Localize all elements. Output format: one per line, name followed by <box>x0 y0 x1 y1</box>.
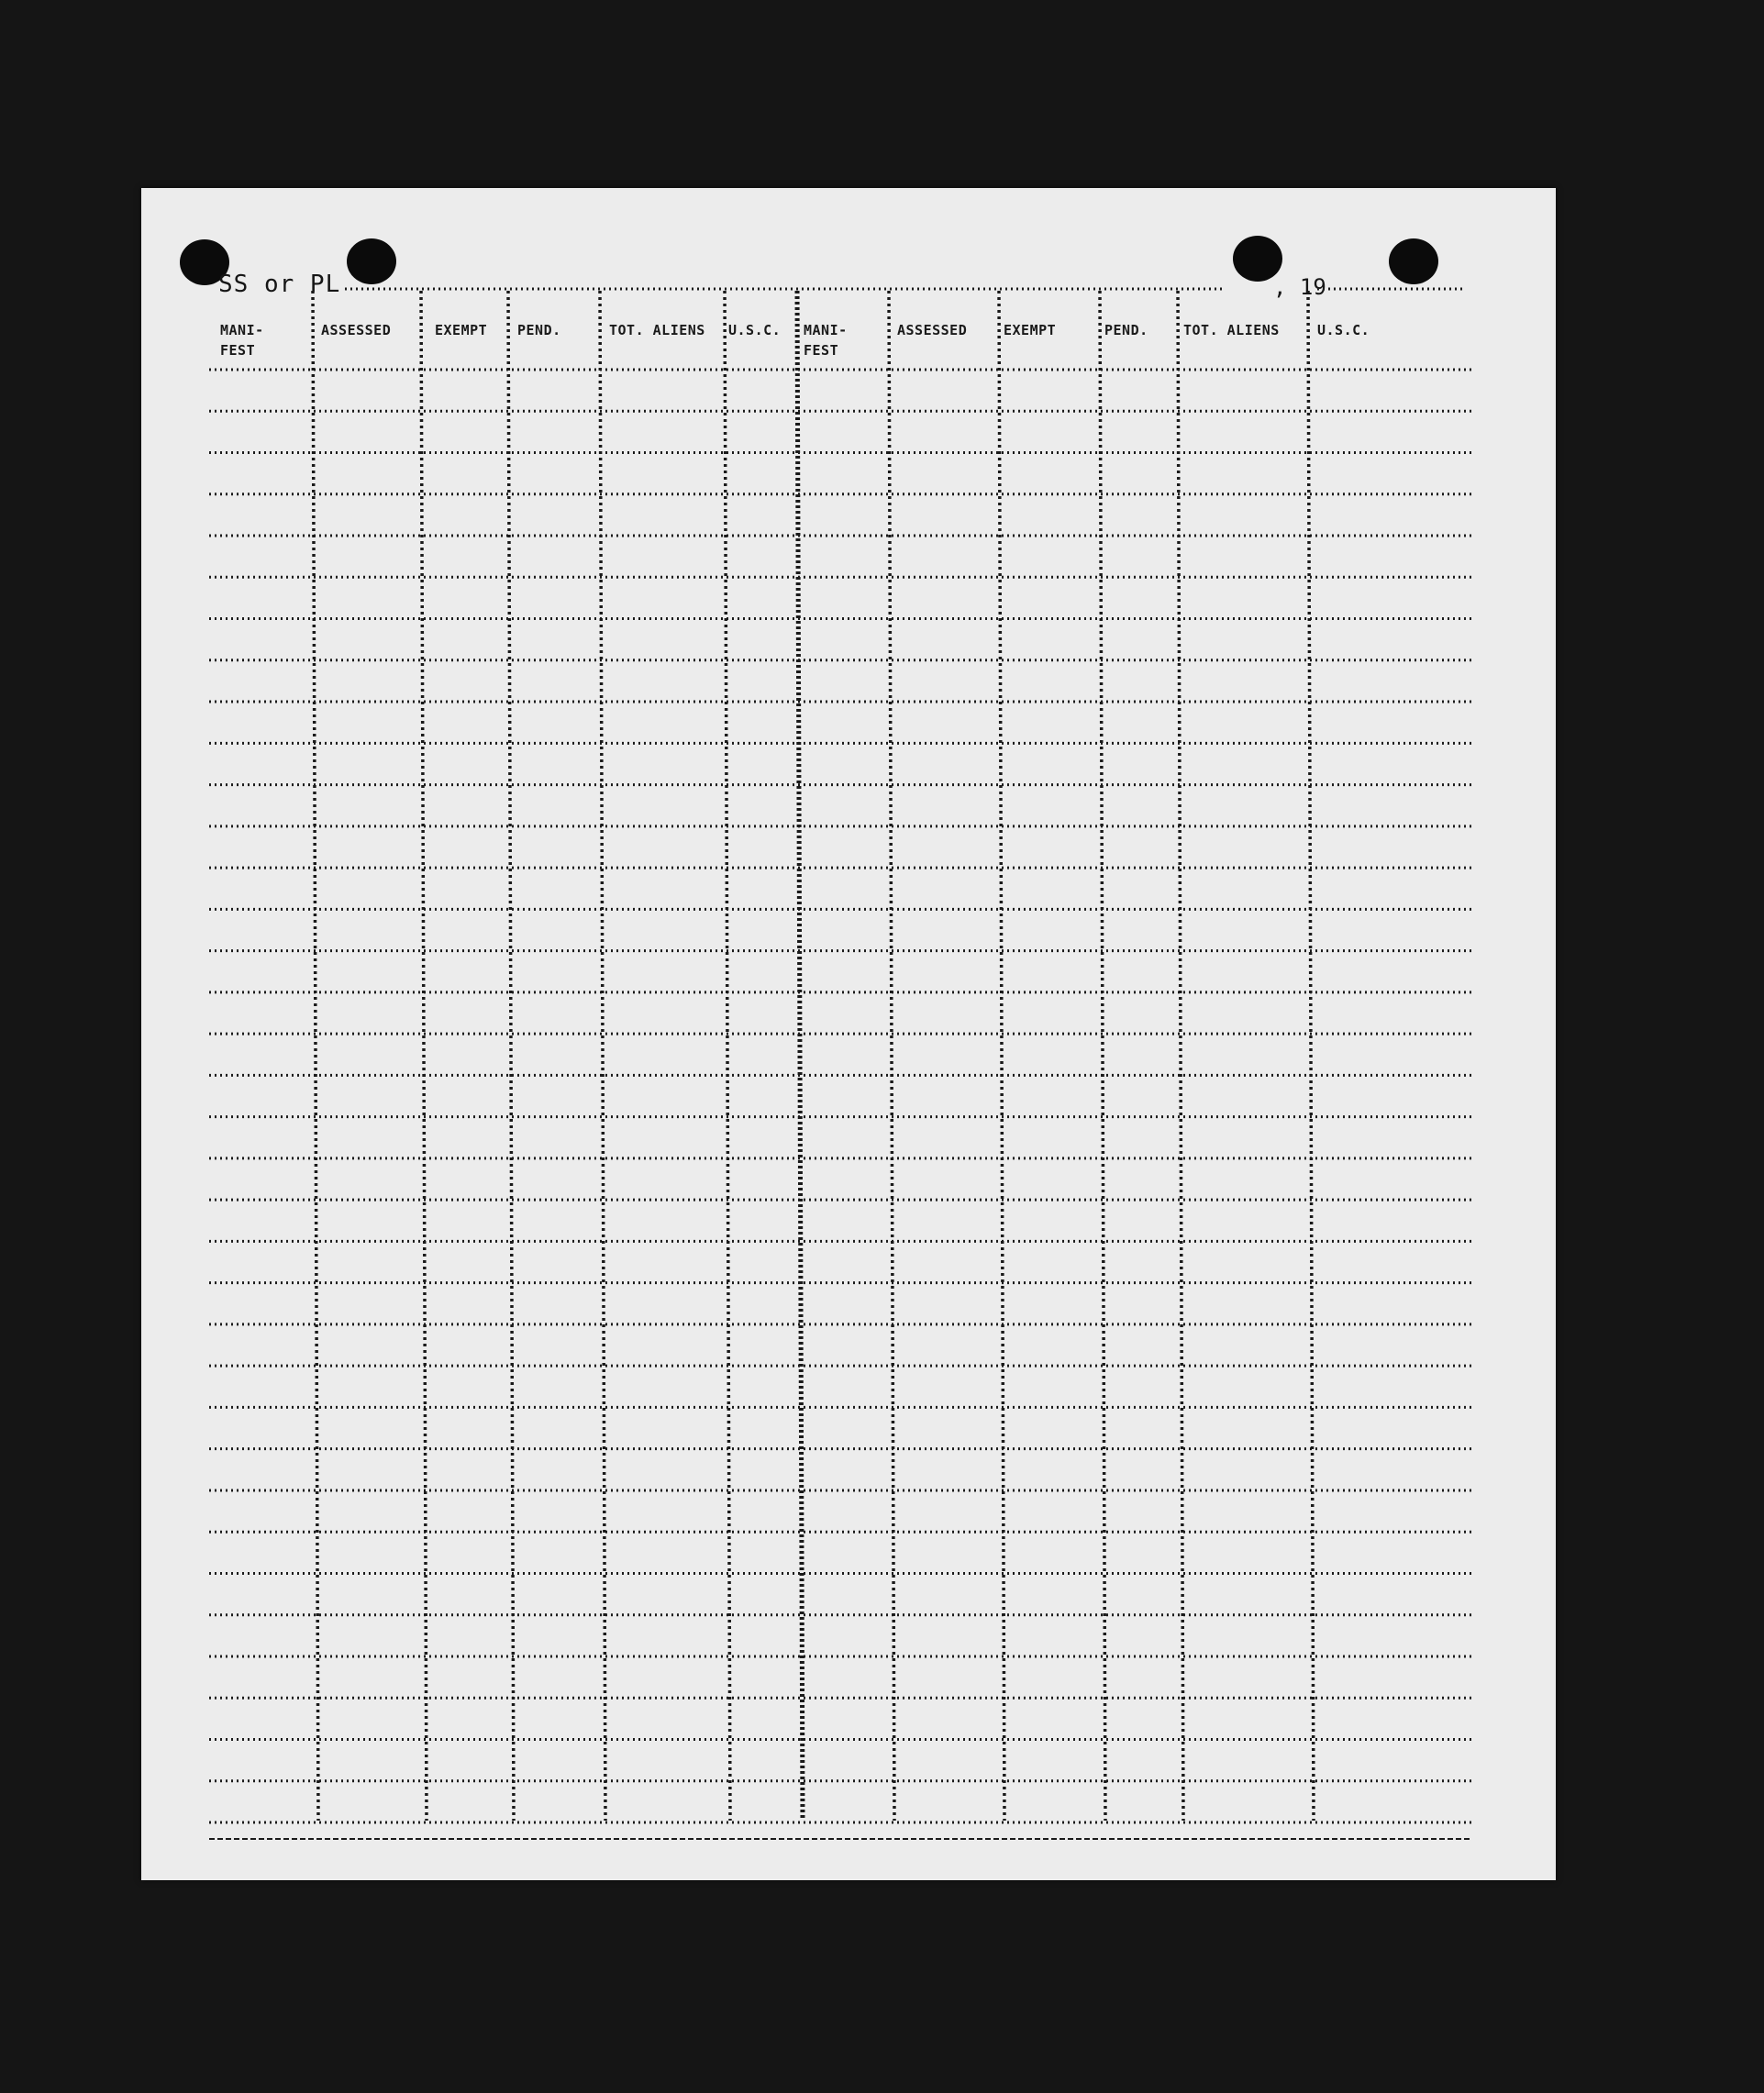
column-separator <box>999 291 1004 1821</box>
column-separator <box>1100 291 1105 1821</box>
header-exempt-left: EXEMPT <box>435 322 488 338</box>
column-separator <box>421 291 427 1821</box>
column-separator <box>600 291 605 1821</box>
column-separator <box>725 291 730 1821</box>
column-separator <box>797 291 803 1821</box>
column-separator <box>508 291 514 1821</box>
header-pend-right: PEND. <box>1104 322 1148 338</box>
header-assessed-right: ASSESSED <box>897 322 968 338</box>
ship-label: SS or PL <box>218 271 341 298</box>
header-usc-left: U.S.C. <box>728 322 782 338</box>
header-usc-right: U.S.C. <box>1317 322 1370 338</box>
column-separator <box>1178 291 1183 1821</box>
header-tot-aliens-right: TOT. ALIENS <box>1183 322 1280 338</box>
dotted-ruled-grid <box>141 188 1556 1880</box>
column-separator <box>313 291 318 1821</box>
header-exempt-right: EXEMPT <box>1004 322 1057 338</box>
header-manifest-left: MANI- FEST <box>220 322 264 359</box>
year-label: , 19 <box>1273 274 1326 300</box>
header-assessed-left: ASSESSED <box>321 322 392 338</box>
header-pend-left: PEND. <box>517 322 561 338</box>
column-separator <box>889 291 894 1821</box>
form-sheet <box>141 188 1556 1880</box>
header-tot-aliens-left: TOT. ALIENS <box>609 322 705 338</box>
column-separator <box>1308 291 1314 1821</box>
header-manifest-right: MANI- FEST <box>804 322 848 359</box>
